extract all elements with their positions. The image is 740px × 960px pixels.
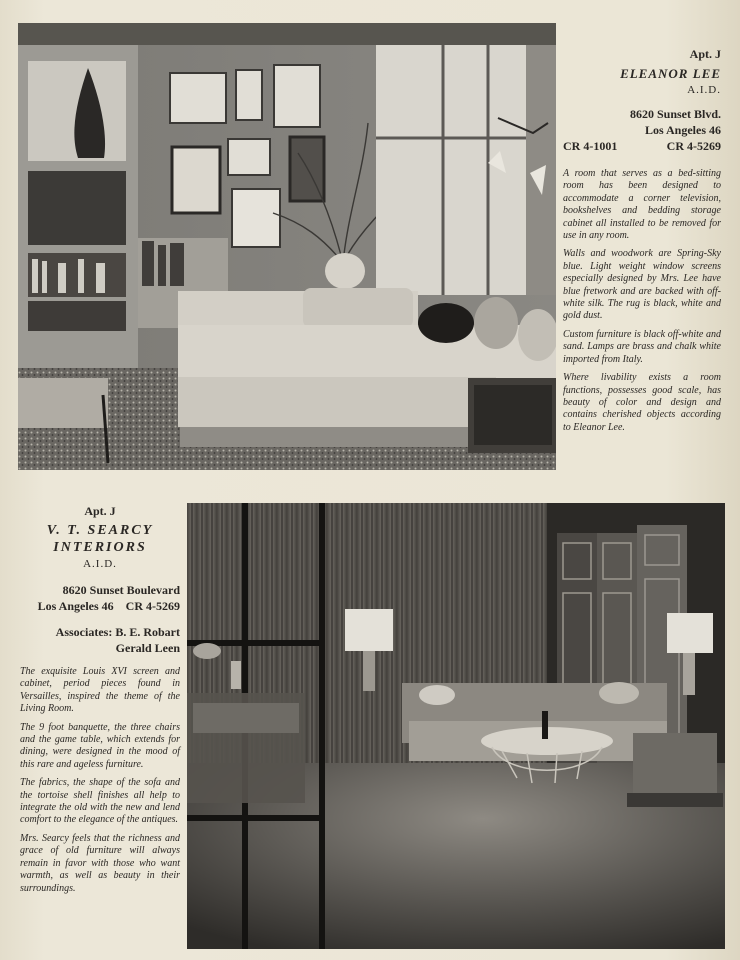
top-paragraph: Walls and woodwork are Spring-Sky blue. Light weight window screens especially designed by Mrs. Lee have blue fretwork and are backed with off-white silk. The rug is black, white and gold dust. xyxy=(563,248,721,322)
bottom-caption xyxy=(20,504,180,901)
bottom-phone: CR 4-5269 xyxy=(125,599,180,613)
top-paragraph: Where livability exists a room functions, possesses good scale, has beauty of color and design and contains cherished objects according to Eleanor Lee. xyxy=(563,372,721,433)
bottom-associates-line-2: Gerald Leen xyxy=(115,641,180,655)
living-room-photo xyxy=(187,503,725,949)
top-phone-numbers xyxy=(563,138,721,154)
bottom-designer-line-1: V. T. SEARCY xyxy=(46,523,154,538)
bottom-aid-label: A.I.D. xyxy=(83,558,117,570)
top-phone-2: CR 4-5269 xyxy=(666,139,721,153)
top-apartment-label: Apt. J xyxy=(689,47,721,61)
bottom-paragraph: The exquisite Louis XVI screen and cabinet, period pieces found in Versailles, inspired the theme of the Living Room. xyxy=(20,666,180,715)
top-aid-label: A.I.D. xyxy=(687,84,721,96)
top-phone-1: CR 4-1001 xyxy=(563,139,618,153)
bottom-designer-line-2: INTERIORS xyxy=(53,540,147,555)
bottom-designer-name xyxy=(20,522,180,556)
top-description xyxy=(563,168,721,434)
bottom-paragraph: Mrs. Searcy feels that the richness and grace of old furniture will always remain in favor with those who want warmth, as well as beauty in their surroundings. xyxy=(20,832,180,894)
bottom-associates-line-1: Associates: B. E. Robart xyxy=(55,625,180,639)
bottom-apartment-label: Apt. J xyxy=(84,504,116,518)
bed-sitting-room-photo xyxy=(18,23,556,470)
top-address-city: Los Angeles 46 xyxy=(644,123,721,137)
top-paragraph: A room that serves as a bed-sitting room has been designed to accommodate a corner television, bookshelves and bedding storage cabinet all installed to be removed for use in any room. xyxy=(563,168,721,242)
top-paragraph: Custom furniture is black off-white and sand. Lamps are brass and chalk white imported from Italy. xyxy=(563,328,721,365)
bottom-address xyxy=(20,582,180,614)
bottom-address-street: 8620 Sunset Boulevard xyxy=(62,583,180,597)
top-caption xyxy=(563,47,721,440)
top-address xyxy=(563,106,721,154)
bottom-paragraph: The fabrics, the shape of the sofa and the tortoise shell finishes all help to integrate the old with the new and lend comfort to the elegance of the antiques. xyxy=(20,777,180,826)
bottom-address-city-phone xyxy=(20,598,180,614)
bottom-associates xyxy=(20,624,180,656)
bottom-address-city: Los Angeles 46 xyxy=(37,599,114,613)
top-designer-name: ELEANOR LEE xyxy=(620,66,721,81)
top-address-street: 8620 Sunset Blvd. xyxy=(629,107,721,121)
bottom-paragraph: The 9 foot banquette, the three chairs and the game table, which extends for dining, were designed in the mood of this rare and ageless furniture. xyxy=(20,721,180,770)
bottom-description xyxy=(20,666,180,895)
